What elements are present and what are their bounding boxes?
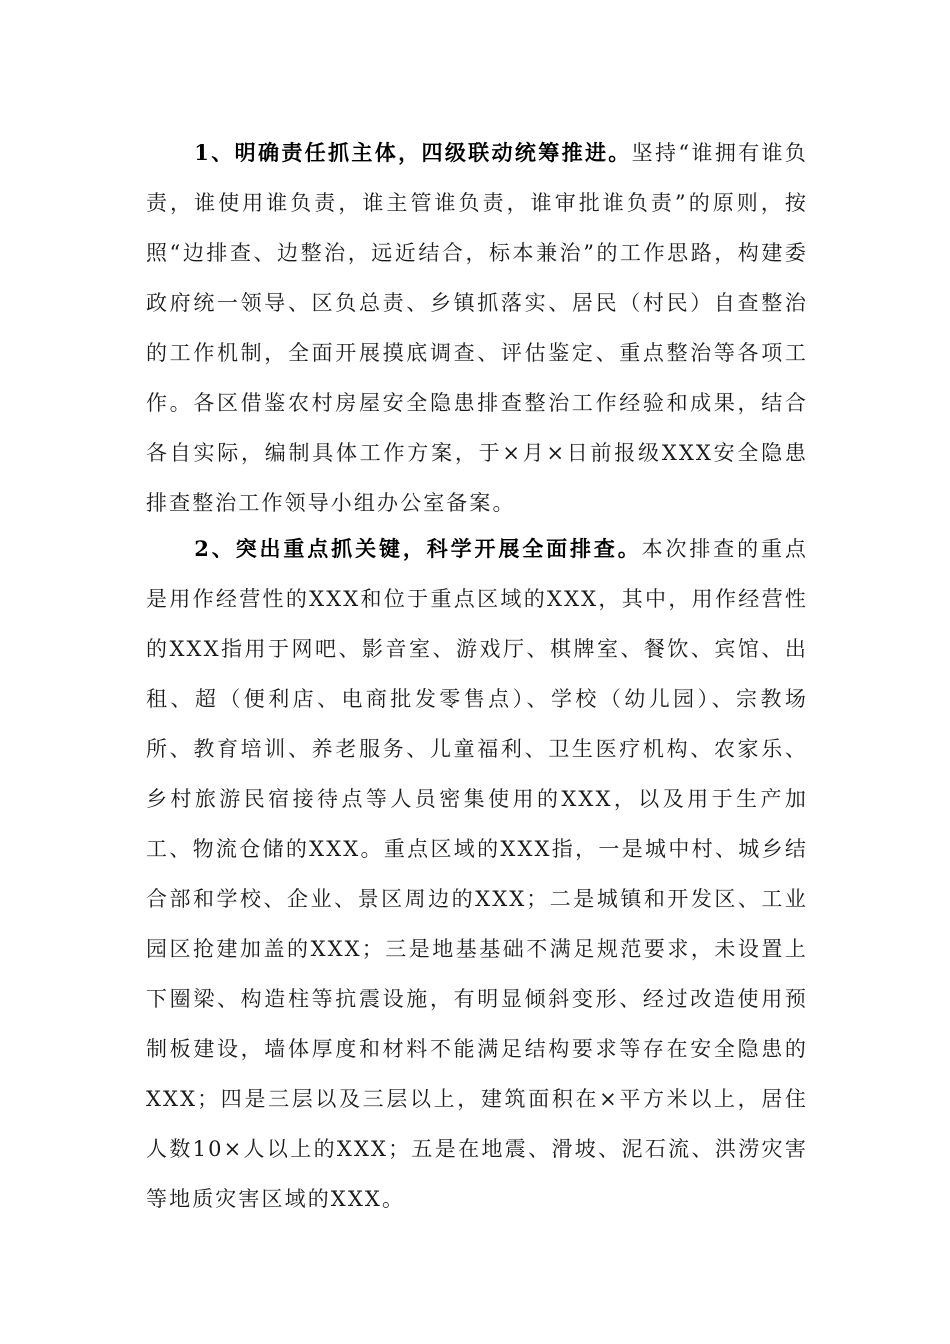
paragraph-1 xyxy=(146,128,808,528)
paragraph-2-heading: 2、突出重点抓关键，科学开展全面排查。 xyxy=(194,536,642,561)
paragraph-2 xyxy=(146,524,808,1224)
paragraph-1-heading: 1、明确责任抓主体，四级联动统筹推进。 xyxy=(194,140,632,165)
paragraph-1-body: 坚持“谁拥有谁负责，谁使用谁负责，谁主管谁负责，谁审批谁负责”的原则，按照“边排查、边整治，远近结合，标本兼治”的工作思路，构建委政府统一领导、区负总责、乡镇抓落实、居民（村民）自查整治的工作机制，全面开展摸底调查、评估鉴定、重点整治等各项工作。各区借鉴农村房屋安全隐患排查整治工作经验和成果，结合各自实际，编制具体工作方案，于×月×日前报级XXX安全隐患排查整治工作领导小组办公室备案。 xyxy=(146,141,808,515)
paragraph-2-body: 本次排查的重点是用作经营性的XXX和位于重点区域的XXX，其中，用作经营性的XXX指用于网吧、影音室、游戏厅、棋牌室、餐饮、宾馆、出租、超（便利店、电商批发零售点）、学校（幼儿园）、宗教场所、教育培训、养老服务、儿童福利、卫生医疗机构、农家乐、乡村旅游民宿接待点等人员密集使用的XXX，以及用于生产加工、物流仓储的XXX。重点区域的XXX指，一是城中村、城乡结合部和学校、企业、景区周边的XXX；二是城镇和开发区、工业园区抢建加盖的XXX；三是地基基础不满足规范要求，未设置上下圈梁、构造柱等抗震设施，有明显倾斜变形、经过改造使用预制板建设，墙体厚度和材料不能满足结构要求等存在安全隐患的XXX；四是三层以及三层以上，建筑面积在×平方米以上，居住人数10×人以上的XXX；五是在地震、滑坡、泥石流、洪涝灾害等地质灾害区域的XXX。 xyxy=(146,537,809,1211)
